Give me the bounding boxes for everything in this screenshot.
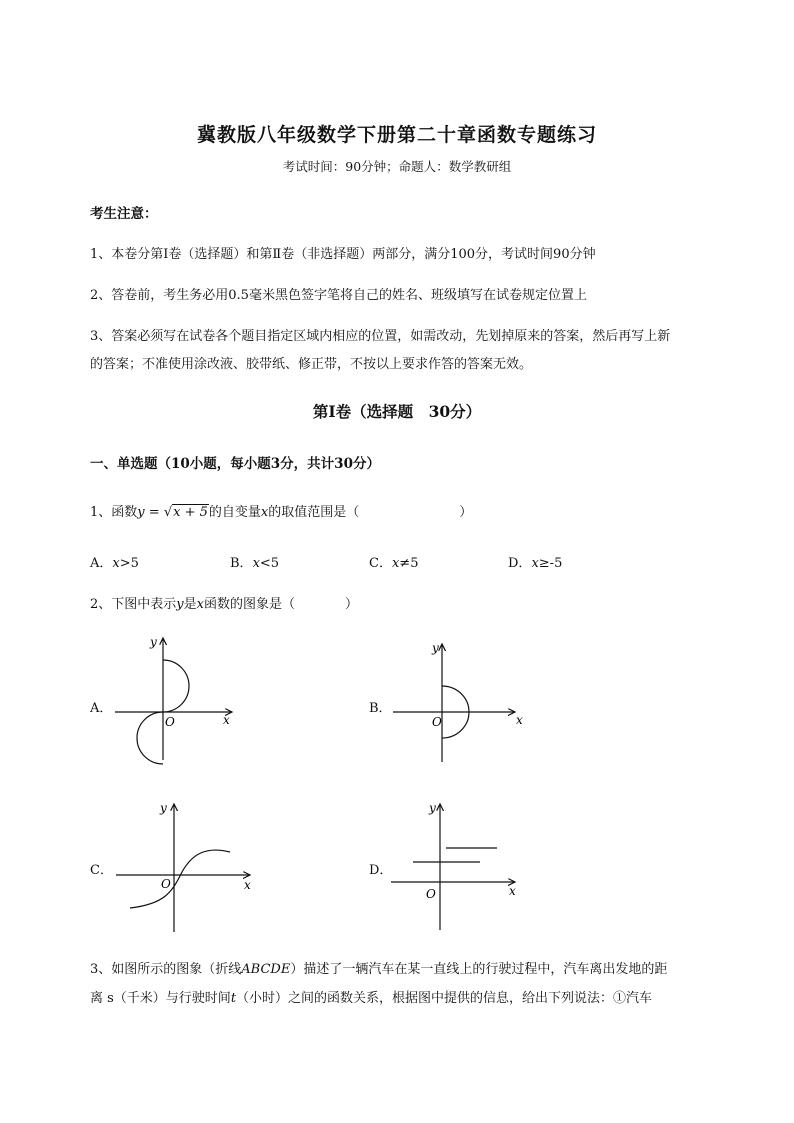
graph-a-label: A． [90, 701, 113, 716]
question-1 [90, 501, 472, 520]
origin-label: O [432, 715, 442, 729]
q2-mid: 是 [183, 597, 197, 612]
option-var: x [391, 556, 400, 571]
option-rel: ≠5 [399, 556, 419, 571]
graph-c [110, 796, 260, 936]
q1-option-a [90, 552, 139, 571]
lower-semicircle [137, 712, 163, 764]
option-rel: >5 [119, 556, 139, 571]
x-axis-label: x [516, 713, 523, 727]
q2-close: ） [345, 597, 359, 612]
part-title: 一、单选题（10小题，每小题3分，共计30分） [90, 456, 380, 472]
x-axis-label: x [244, 878, 251, 892]
graph-b [385, 636, 530, 766]
page-title: 冀教版八年级数学下册第二十章函数专题练习 [196, 124, 597, 146]
q3-prefix: 3、如图所示的图象（折线 [90, 962, 242, 977]
y-axis-label: y [150, 635, 157, 649]
q2-x: x [196, 597, 204, 612]
s-curve [130, 850, 230, 908]
q1-option-b [230, 552, 279, 571]
option-letter: A． [90, 556, 113, 571]
q1-formula-eq: = [144, 505, 164, 520]
q3-line2-suffix: （小时）之间的函数关系，根据图中提供的信息，给出下列说法：①汽车 [236, 991, 653, 1006]
y-axis-label: y [429, 801, 436, 815]
q1-formula-y: y [137, 505, 145, 520]
notice-item-3: 3、答案必须写在试卷各个题目指定区域内相应的位置，如需改动，先划掉原来的答案，然后再写上新 [90, 329, 671, 344]
question-3-line-1 [90, 958, 667, 977]
graph-c-label: C． [90, 863, 113, 878]
origin-label: O [426, 887, 436, 901]
option-letter: B． [230, 556, 253, 571]
graph-a [110, 630, 250, 765]
option-rel: <5 [259, 556, 280, 571]
q2-y: y [176, 597, 184, 612]
option-var: x [112, 556, 120, 571]
q1-var: x [260, 505, 269, 520]
option-letter: D． [508, 556, 532, 571]
option-letter: C． [369, 556, 392, 571]
q3-t: t [230, 991, 237, 1006]
q1-mid: 的自变量 [208, 505, 261, 520]
x-axis-label: x [509, 884, 516, 898]
q1-radicand: x + 5 [173, 505, 208, 520]
notice-item-1: 1、本卷分第I卷（选择题）和第Ⅱ卷（非选择题）两部分，满分100分，考试时间90分钟 [90, 247, 596, 262]
origin-label: O [165, 715, 175, 729]
question-3-line-2 [90, 987, 652, 1006]
q1-close: ） [459, 505, 473, 520]
q1-option-c [369, 552, 418, 571]
graph-d-label: D． [369, 863, 393, 878]
upper-semicircle [163, 660, 189, 712]
q1-suffix: 的取值范围是（ [268, 505, 360, 520]
q3-polyline-name: ABCDE [241, 962, 291, 977]
notice-heading: 考生注意： [90, 206, 158, 222]
q1-prefix: 1、函数 [90, 505, 138, 520]
sqrt-symbol: √ [163, 505, 173, 520]
exam-info: 考试时间：90分钟；命题人：数学教研组 [282, 159, 512, 174]
x-axis-label: x [223, 713, 230, 727]
option-var: x [252, 556, 260, 571]
option-rel: ≥-5 [538, 556, 563, 571]
graph-b-label: B． [369, 701, 392, 716]
notice-item-2: 2、答卷前，考生务必用0.5毫米黑色签字笔将自己的姓名、班级填写在试卷规定位置上 [90, 288, 587, 303]
section-title: 第I卷（选择题 30分） [312, 402, 482, 421]
notice-item-3-cont: 的答案；不准使用涂改液、胶带纸、修正带，不按以上要求作答的答案无效。 [90, 357, 533, 372]
origin-label: O [161, 877, 171, 891]
y-axis-label: y [160, 801, 167, 815]
question-2 [90, 593, 358, 612]
option-var: x [531, 556, 539, 571]
q3-line2-prefix: 离 s（千米）与行驶时间 [90, 991, 231, 1006]
q1-option-d [508, 552, 562, 571]
graph-d [385, 796, 525, 936]
q3-suffix: ）描述了一辆汽车在某一直线上的行驶过程中，汽车离出发地的距 [290, 962, 668, 977]
q2-suffix: 函数的图象是（ [204, 597, 296, 612]
q2-prefix: 2、下图中表示 [90, 597, 177, 612]
y-axis-label: y [432, 641, 439, 655]
